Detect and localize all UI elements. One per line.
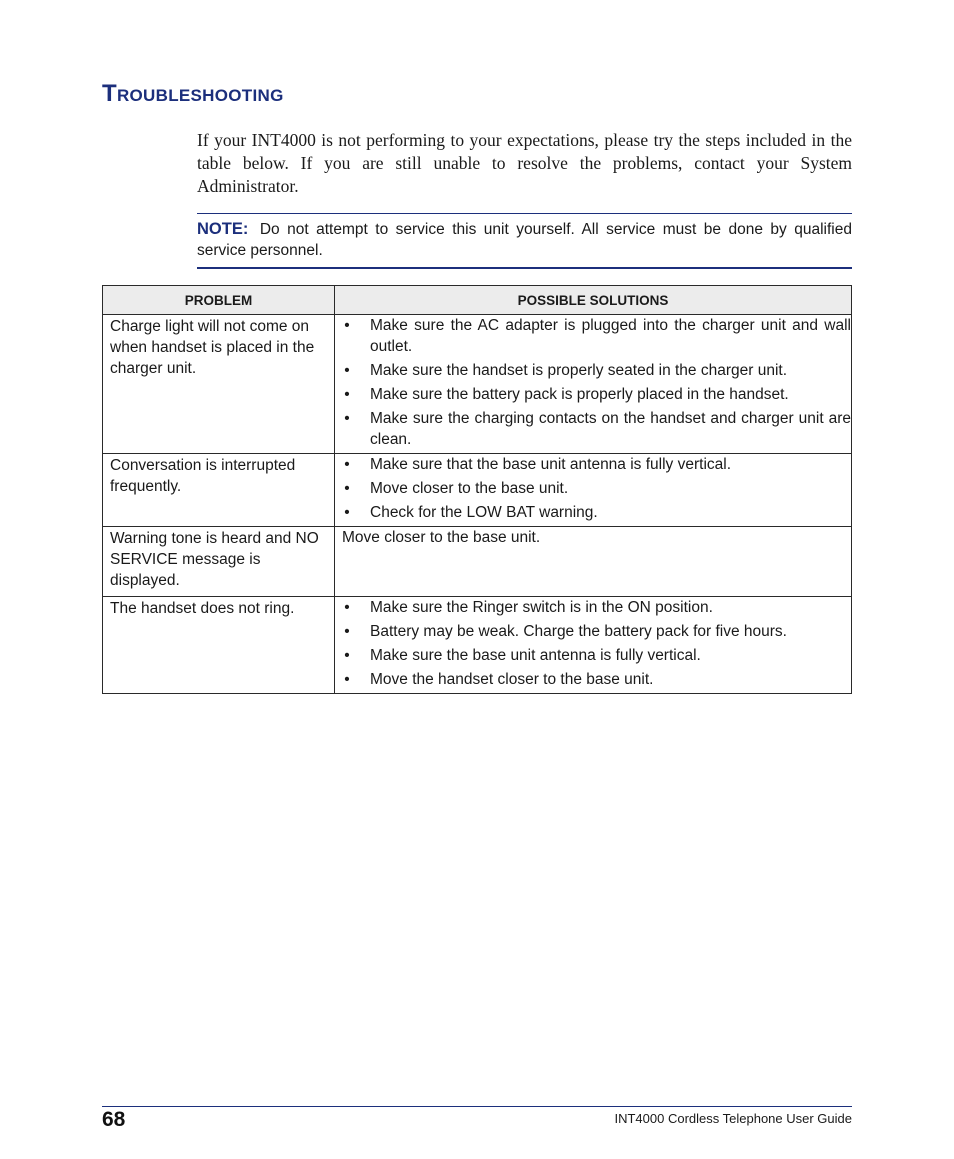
solution-item: • Make sure the charging contacts on the handset and charger unit are clean. xyxy=(341,408,851,450)
solution-item: • Make sure the Ringer switch is in the ON position. xyxy=(341,597,851,618)
document-title: INT4000 Cordless Telephone User Guide xyxy=(614,1111,852,1126)
solutions-cell xyxy=(335,454,852,527)
header-possible-solutions: POSSIBLE SOLUTIONS xyxy=(335,286,852,315)
table-row xyxy=(103,597,852,694)
solution-item: • Make sure the battery pack is properly placed in the handset. xyxy=(341,384,851,405)
solution-item: • Check for the LOW BAT warning. xyxy=(341,502,851,523)
solutions-cell xyxy=(335,527,852,597)
solution-item: • Battery may be weak. Charge the battery pack for five hours. xyxy=(341,621,851,642)
solution-item: • Make sure the AC adapter is plugged into the charger unit and wall outlet. xyxy=(341,315,851,357)
solutions-list xyxy=(341,315,851,450)
table-row xyxy=(103,454,852,527)
solution-text: Move closer to the base unit. xyxy=(342,529,541,546)
problem-cell: Charge light will not come on when handset is placed in the charger unit. xyxy=(103,315,335,454)
page-number: 68 xyxy=(102,1108,126,1131)
solutions-list xyxy=(341,597,851,690)
problem-cell: Warning tone is heard and NO SERVICE message is displayed. xyxy=(103,527,335,597)
section-title: Troubleshooting xyxy=(102,80,284,107)
solution-item: • Move closer to the base unit. xyxy=(341,478,851,499)
footer-divider xyxy=(102,1106,852,1107)
solution-item: • Make sure that the base unit antenna is fully vertical. xyxy=(341,454,851,475)
table-row xyxy=(103,315,852,454)
header-problem: PROBLEM xyxy=(103,286,335,315)
solutions-cell xyxy=(335,315,852,454)
problem-cell: The handset does not ring. xyxy=(103,597,335,694)
note-box xyxy=(197,213,852,269)
solutions-cell xyxy=(335,597,852,694)
troubleshooting-table xyxy=(102,285,852,694)
intro-paragraph: If your INT4000 is not performing to your expectations, please try the steps included in the table below. If you are still unable to resolve the problems, contact your System Administrator. xyxy=(197,130,852,196)
table-row xyxy=(103,527,852,597)
solutions-list xyxy=(341,454,851,523)
table-header-row xyxy=(103,286,852,315)
note-label: NOTE: xyxy=(197,220,249,238)
solution-item: • Make sure the handset is properly seated in the charger unit. xyxy=(341,360,851,381)
note-text: Do not attempt to service this unit yourself. All service must be done by qualified service personnel. xyxy=(197,221,852,259)
solution-item: • Move the handset closer to the base unit. xyxy=(341,669,851,690)
problem-cell: Conversation is interrupted frequently. xyxy=(103,454,335,527)
solution-item: • Make sure the base unit antenna is fully vertical. xyxy=(341,645,851,666)
